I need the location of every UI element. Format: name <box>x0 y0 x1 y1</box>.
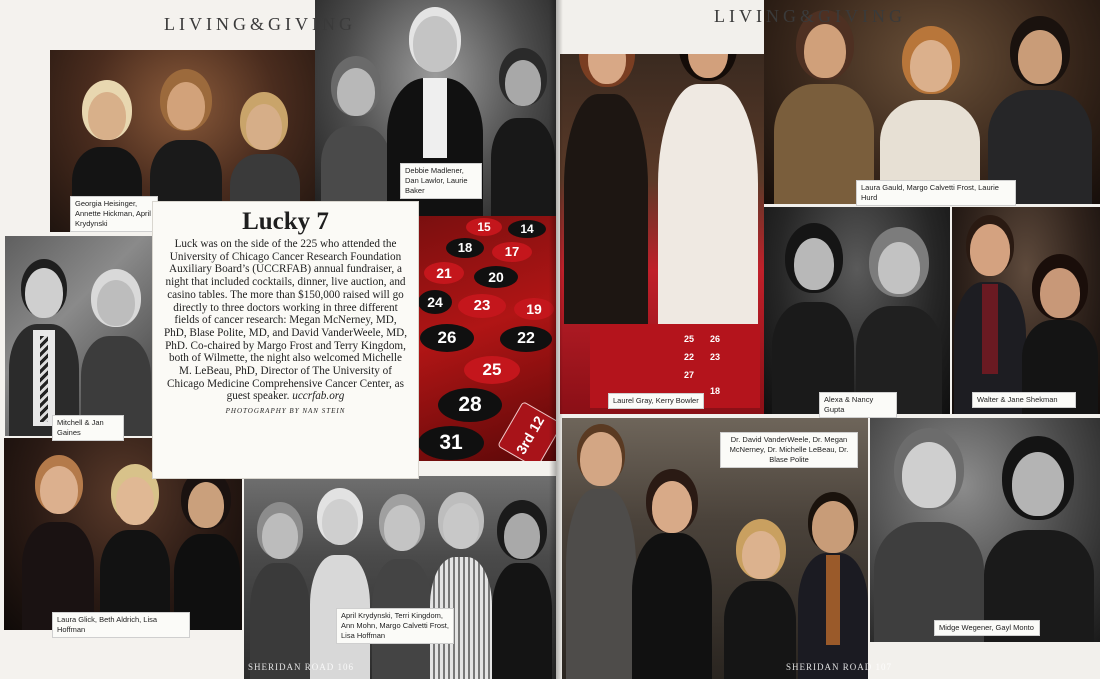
person-figure <box>100 465 170 630</box>
person-figure <box>250 499 310 679</box>
table-number: 25 <box>684 334 695 344</box>
table-number: 27 <box>684 370 695 380</box>
photo-caption: Mitchell & Jan Gaines <box>52 415 124 441</box>
roulette-dozen-label: 3rd 12 <box>497 401 556 461</box>
photo-gupta-bw <box>764 207 950 414</box>
person-figure <box>856 228 942 414</box>
person-figure <box>491 48 555 218</box>
roulette-number: 20 <box>474 266 518 288</box>
person-figure <box>874 428 984 642</box>
photo-five-women-bw <box>244 476 556 679</box>
person-figure <box>724 519 796 679</box>
photo-roulette-wheel <box>418 216 556 461</box>
photo-roulette-table-color <box>560 54 764 414</box>
roulette-number: 25 <box>464 356 520 384</box>
table-number: 26 <box>710 334 721 344</box>
person-figure <box>321 58 391 218</box>
person-figure <box>9 256 79 436</box>
table-number: 18 <box>710 386 721 396</box>
roulette-number: 19 <box>514 298 554 320</box>
person-figure <box>772 224 854 414</box>
person-figure <box>880 28 980 204</box>
roulette-number: 26 <box>420 324 474 352</box>
person-figure <box>492 499 552 679</box>
photo-caption: Dr. David VanderWeele, Dr. Megan McNerney, Dr. Michelle LeBeau, Dr. Blase Polite <box>720 432 858 468</box>
right-page-folio: SHERIDAN ROAD 107 <box>786 662 893 672</box>
person-figure <box>984 438 1094 642</box>
photo-caption: Laura Glick, Beth Aldrich, Lisa Hoffman <box>52 612 190 638</box>
left-page-header: LIVING&GIVING <box>164 14 356 34</box>
roulette-number: 23 <box>458 294 506 318</box>
person-figure <box>988 18 1092 204</box>
person-figure <box>774 12 874 204</box>
roulette-number: 31 <box>418 426 484 460</box>
table-number: 23 <box>710 352 721 362</box>
person-figure <box>174 470 240 630</box>
article-title: Lucky 7 <box>242 208 329 235</box>
roulette-number: 24 <box>418 290 452 314</box>
right-page <box>556 0 1100 679</box>
article-body: Luck was on the side of the 225 who attended the University of Chicago Cancer Research Foundation Auxiliary Board’s (UCCRFAB) annual fundraiser, a night that included cocktails, dinner, live auction, and casino tables. The more than $150,000 raised will go directly to three doctors working in three different fields of cancer research: Megan McNerney, MD, PhD, Blase Polite, MD, and David VanderWeele, MD, PhD. Co-chaired by Margo Frost and Terry Kingdom, both of Wilmette, the night also welcomed Michelle M. LeBeau, PhD, Director of The University of Chicago Medicine Comprehensive Cancer Center, as guest speaker. <box>163 238 408 403</box>
right-page-header: LIVING&GIVING <box>714 6 906 26</box>
photo-wegener-monto-bw <box>870 418 1100 642</box>
article-url[interactable]: uccrfab.org <box>292 390 345 403</box>
person-figure <box>1022 254 1098 414</box>
roulette-number: 14 <box>508 220 546 238</box>
person-figure <box>430 491 492 679</box>
table-number: 22 <box>684 352 695 362</box>
photo-credit: PHOTOGRAPHY BY NAN STEIN <box>225 407 346 416</box>
person-figure <box>954 214 1026 414</box>
roulette-number: 21 <box>424 262 464 284</box>
photo-caption: Walter & Jane Shekman <box>972 392 1076 408</box>
photo-shekman-color <box>952 207 1100 414</box>
photo-caption: Debbie Madlener, Dan Lawlor, Laurie Baker <box>400 163 482 199</box>
person-figure <box>310 489 370 679</box>
photo-caption: Laurel Gray, Kerry Bowler <box>608 393 704 409</box>
roulette-number: 17 <box>492 242 532 262</box>
photo-caption: Georgia Heisinger, Annette Hickman, April Krydynski <box>70 196 158 232</box>
person-figure <box>81 266 151 436</box>
left-page-folio: SHERIDAN ROAD 106 <box>248 662 355 672</box>
photo-caption: April Krydynski, Terri Kingdom, Ann Mohn, Margo Calvetti Frost, Lisa Hoffman <box>336 608 454 644</box>
photo-caption: Laura Gauld, Margo Calvetti Frost, Laurie Hurd <box>856 180 1016 206</box>
person-figure <box>566 424 636 679</box>
roulette-number: 18 <box>446 238 484 258</box>
photo-caption: Alexa & Nancy Gupta <box>819 392 897 418</box>
photo-caption: Midge Wegener, Gayl Monto <box>934 620 1040 636</box>
roulette-number: 28 <box>438 388 502 422</box>
photo-couple-gaines-bw <box>5 236 152 436</box>
roulette-number: 22 <box>500 326 552 352</box>
person-figure <box>798 489 868 679</box>
person-figure <box>22 460 94 630</box>
roulette-number: 15 <box>466 218 502 236</box>
person-figure <box>564 54 648 324</box>
person-figure <box>372 493 432 679</box>
article-box <box>152 201 419 479</box>
person-figure <box>658 54 758 334</box>
person-figure <box>632 469 712 679</box>
photo-three-women-color-3 <box>764 0 1100 204</box>
